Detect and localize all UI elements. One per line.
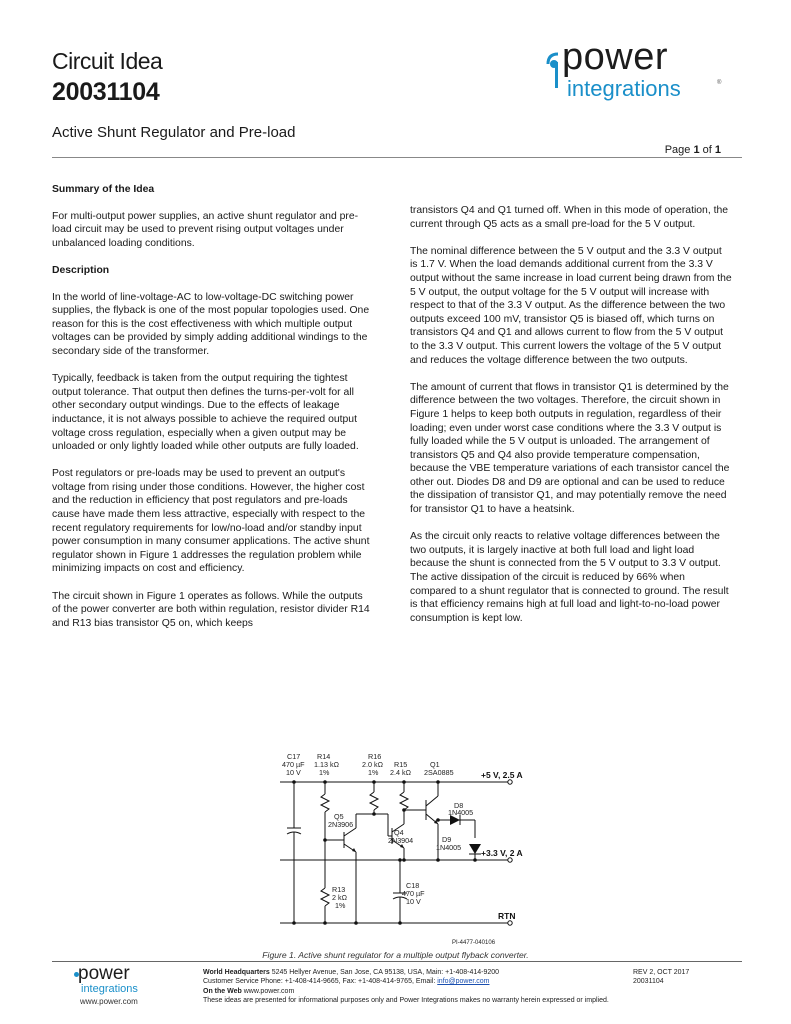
label-c17-rating: 10 V — [286, 768, 301, 777]
page-indicator — [665, 144, 721, 156]
label-r16-value: 2.0 kΩ — [362, 760, 383, 769]
page-prefix: Page — [664, 144, 694, 156]
summary-text: For multi-output power supplies, an active shunt regulator and pre-load circuit may be used to prevent rising output voltages under unbalanced loading conditions. — [52, 210, 359, 249]
label-c17-value: 470 µF — [282, 760, 305, 769]
label-q4-part: 2N3904 — [388, 836, 414, 845]
label-r16-name: R16 — [368, 752, 382, 761]
footer-logo-url: www.power.com — [80, 997, 138, 1006]
description-heading: Description — [52, 264, 110, 276]
label-r15-name: R15 — [394, 760, 408, 769]
label-r14-value: 1.13 kΩ — [314, 760, 339, 769]
label-r13-tolerance: 1% — [335, 901, 346, 910]
circuit-schematic — [270, 748, 530, 948]
label-rtn: RTN — [498, 911, 516, 921]
label-d8-part: 1N4005 — [448, 808, 474, 817]
right-paragraph-4: As the circuit only reacts to relative voltage differences between the two outputs, it is largely inactive at both full load and light load because the shunt is connected from the 5 V output to 3.3 V output. The active dissipation of the circuit is reduced by 66% when compared to a shunt regulator that is connected to ground. The result is that efficiency remains high at full load and light-to-no-load power consumption is kept low. — [410, 531, 729, 624]
power-integrations-logo — [545, 36, 735, 106]
header-rule — [52, 157, 742, 158]
label-r14-name: R14 — [317, 752, 331, 761]
page-total: 1 — [714, 144, 721, 156]
label-q1-part: 2SA0885 — [424, 768, 454, 777]
label-c18-value: 470 µF — [402, 889, 425, 898]
label-output-3v3: +3.3 V, 2 A — [481, 848, 523, 858]
footer-customer-service — [203, 977, 623, 986]
footer-email-link[interactable]: info@power.com — [437, 978, 490, 986]
logo-word-power: power — [562, 36, 668, 78]
label-r13-value: 2 kΩ — [332, 893, 347, 902]
logo-trademark: ® — [717, 80, 722, 86]
description-paragraph-4: The circuit shown in Figure 1 operates as follows. While the outputs of the power converter are both within regulation, resistor divider R14 and R13 bias transistor Q5 on, which keeps — [52, 590, 370, 629]
label-output-5v: +5 V, 2.5 A — [481, 770, 523, 780]
right-paragraph-1: transistors Q4 and Q1 turned off. When in this mode of operation, the current through Q5 acts as a small pre-load for the 5 V output. — [410, 205, 729, 230]
description-paragraph-1: In the world of line-voltage-AC to low-voltage-DC switching power supplies, the flyback is one of the most popular topologies used. One reason for this is the cost effectiveness with which multiple output voltages can be provided by simply adding additional windings to the secondary side of the transformer. — [52, 291, 370, 357]
label-q5-name: Q5 — [334, 812, 344, 821]
label-q5-part: 2N3906 — [328, 820, 354, 829]
footer-logo-word-power: power — [78, 963, 130, 984]
label-q4-name: Q4 — [394, 828, 404, 837]
label-r14-tolerance: 1% — [319, 768, 330, 777]
label-c18-rating: 10 V — [406, 897, 421, 906]
footer-logo-word-integrations: integrations — [81, 983, 138, 995]
right-column — [410, 204, 732, 639]
label-d9-part: 1N4005 — [436, 843, 462, 852]
label-c17-name: C17 — [287, 752, 301, 761]
label-q1-name: Q1 — [430, 760, 440, 769]
label-d8-name: D8 — [454, 801, 464, 810]
footer-logo — [74, 964, 174, 1008]
right-paragraph-2: The nominal difference between the 5 V output and the 3.3 V output is 1.7 V. When the load demands additional current from the 3.3 V output without the same increase in load current being drawn from the 5 V output, the output voltage for the 5 V output will increase with respect to that of the 3.3 V output. As the difference between the two outputs exceed 100 mV, transistor Q5 is biased off, which turns on transistors Q4 and Q1 and allows current to flow from the 5 V output to the 3.3 V output. This current lowers the voltage of the 5 V output and reduces the voltage difference between the two outputs. — [410, 245, 732, 366]
description-paragraph-2: Typically, feedback is taken from the output requiring the tightest output tolerance. That output then defines the turns-per-volt for all other secondary output windings. Due to the effects of leakage inductance, it is not always possible to achieve the required output voltage cross regulation, especially when a given output may be unloaded or only lightly loaded while other outputs are fully loaded. — [52, 373, 359, 453]
footer-contact — [203, 968, 623, 1006]
label-r15-value: 2.4 kΩ — [390, 768, 411, 777]
right-paragraph-3: The amount of current that flows in transistor Q1 is determined by the difference between the two voltages. Therefore, the circuit shown in Figure 1 helps to keep both outputs in regulation, regardless of their loading; even under worst case conditions where the 3.3 V output is fully loaded while the 5 V output is unloaded. The arrangement of transistors Q5 and Q4 also provide temperature compensation, because the VBE temperature variations of each transistor cancel the other out. Diodes D8 and D9 are optional and can be used to reduce the dissipation of transistor Q1, and may potentially remove the need for transistor Q1 to have a heatsink. — [410, 381, 730, 516]
page-current: 1 — [693, 144, 700, 156]
description-paragraph-3: Post regulators or pre-loads may be used to prevent an output's voltage from rising under those conditions. However, the higher cost and the reduction in efficiency that post regulators and pre-loads cause have made them less attractive, especially with respect to the recent regulatory requirements for low/no-load and/or standby input power consumption in many consumer applications. The active shunt regulator shown in Figure 1 addresses the regulation problem while minimizing impacts on cost and efficiency. — [52, 468, 370, 575]
footer-hq-label: World Headquarters — [203, 969, 270, 976]
footer-hq-text: 5245 Hellyer Avenue, San Jose, CA 95138, USA, Main: +1-408-414-9200 — [269, 969, 500, 976]
document-title: Circuit Idea — [52, 48, 163, 74]
summary-heading: Summary of the Idea — [52, 184, 155, 195]
footer-web — [203, 987, 623, 996]
label-r16-tolerance: 1% — [368, 768, 379, 777]
left-column — [52, 183, 370, 644]
label-c18-name: C18 — [406, 881, 420, 890]
figure-caption: Figure 1. Active shunt regulator for a multiple output flyback converter. — [262, 950, 529, 960]
document-number: 20031104 — [52, 78, 160, 106]
footer-doc-number: 20031104 — [633, 978, 664, 986]
label-d9-name: D9 — [442, 835, 452, 844]
footer-web-text: www.power.com — [241, 987, 295, 995]
document-subtitle: Active Shunt Regulator and Pre-load — [52, 124, 296, 141]
footer-disclaimer: These ideas are presented for informational purposes only and Power Integrations makes no warranty herein expressed or implied. — [203, 997, 609, 1005]
footer-rev: REV 2, OCT 2017 — [633, 969, 690, 976]
footer-rule — [52, 961, 742, 962]
label-r13-name: R13 — [332, 885, 346, 894]
label-figure-code: PI-4477-040106 — [452, 940, 496, 946]
page-of: of — [699, 144, 715, 156]
footer-web-label: On the Web — [203, 987, 242, 995]
footer-revision — [633, 968, 733, 987]
footer-cs-text: Customer Service Phone: +1-408-414-9665, Fax: +1-408-414-9765, Email: — [203, 978, 438, 986]
footer-headquarters — [203, 968, 623, 977]
logo-word-integrations: integrations — [567, 76, 681, 101]
